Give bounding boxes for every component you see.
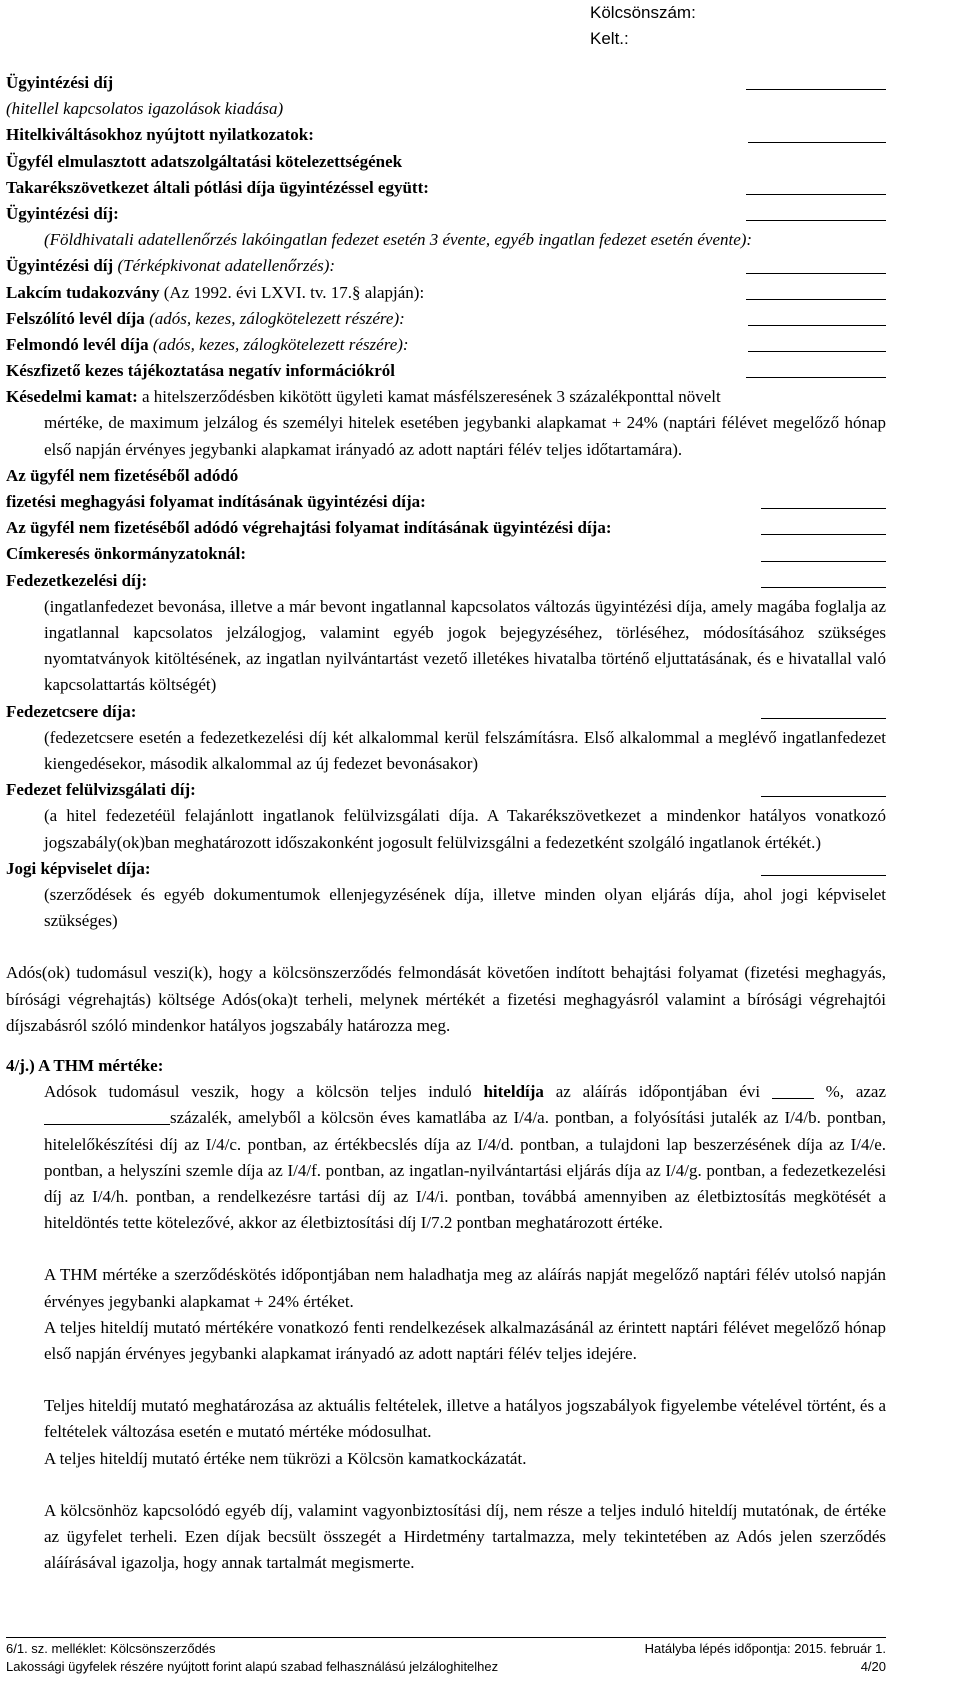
fee-note: (adós, kezes, zálogkötelezett részére): — [144, 308, 405, 328]
fill-in-line — [746, 220, 886, 221]
fee-row — [6, 856, 886, 882]
fill-in-line — [748, 325, 886, 326]
fee-label: Jogi képviselet díja: — [6, 858, 151, 878]
fee-row — [6, 699, 886, 725]
fee-description: (a hitel fedezetéül felajánlott ingatlanok felülvizsgálati díja. A Takarékszövetkezet a mindenkor hatályos vonatkozó jogszabály(ok)ban meghatározott időszakonként jogosult felülvizsgálni a fedezetként szolgáló ingatlanok értékét.) — [44, 806, 886, 852]
fee-label: Címkeresés önkormányzatoknál: — [6, 544, 247, 564]
fee-label: Ügyfél elmulasztott adatszolgáltatási kötelezettségének — [6, 151, 403, 171]
debtor-paragraph: Adós(ok) tudomásul veszi(k), hogy a kölcsönszerződés felmondását követően indított behajtási folyamat (fizetési meghagyás, bírósági végrehajtás) költsége Adós(oka)t terheli, melynek mértékét a fizetési meghagyásról valamint a bírósági végrehajtói díjszabásról szóló mindenkor hatályos jogszabály határozza meg. — [6, 963, 886, 1035]
late-interest-label: Késedelmi kamat: — [6, 387, 138, 407]
spacer — [6, 1236, 886, 1262]
fill-in-line — [746, 194, 886, 195]
fee-label: Lakcím tudakozvány — [6, 282, 160, 302]
fee-label: Fedezetkezelési díj: — [6, 570, 148, 590]
fee-row — [6, 777, 886, 803]
fill-in-line — [761, 561, 886, 562]
fee-list — [6, 70, 886, 1576]
fill-in-line — [761, 796, 886, 797]
section-number: 4/j.) — [6, 1056, 35, 1075]
thm-paragraph: A kölcsönhöz kapcsolódó egyéb díj, valamint vagyonbiztosítási díj, nem része a teljes induló hiteldíj mutatónak, de értéke az ügyfelet terheli. Ezen díjak becsült összegét a Hirdetmény tartalmazza, mely tekintetében az Adós jelen szerződés aláírásával igazolja, hogy annak tartalmát megismerte. — [44, 1500, 886, 1573]
fee-label: Fedezetcsere díja: — [6, 701, 137, 721]
fee-row — [6, 227, 886, 253]
document-header — [590, 0, 696, 52]
fee-label: fizetési meghagyási folyamat indításának ügyintézési díja: — [6, 492, 426, 512]
fee-label: Felszólító levél díja — [6, 308, 145, 328]
footer-annex: 6/1. sz. melléklet: Kölcsönszerződés — [6, 1641, 216, 1656]
thm-text: az aláírás időpontjában évi — [543, 1082, 772, 1102]
fee-label: Készfizető kezes tájékoztatása negatív információkról — [6, 361, 395, 381]
fee-row — [6, 463, 886, 489]
fill-in-line — [746, 299, 886, 300]
page-footer — [6, 1637, 886, 1676]
fee-row — [6, 358, 886, 384]
thm-text: százalék, amelyből a kölcsön éves kamatlába az I/4/a. pontban, a folyósítási jutalék az I/4/b. pontban, hitelelőkészítési díj az I/4/c. pontban, az értékbecslés díja az I/4/d. pontban, a tulajdoni lap beszerzésének díja az I/4/e. pontban, a helyszíni szemle díja az I/4/f. pontban, az ingatlan-nyilvántartási eljárás díja az I/4/g. pontban, a fedezetkezelési díj az I/4/h. pontban, a rendelkezésre tartási díj az I/4/i. pontban, továbbá amennyiben az életbiztosítás megkötését a hiteldöntés tette kötelezővé, akkor az életbiztosítási díj I/7.2 pontban meghatározott értéke. — [44, 1108, 886, 1233]
footer-line — [6, 1658, 886, 1676]
thm-text-bold: hiteldíja — [483, 1082, 544, 1102]
fee-note: (hitellel kapcsolatos igazolások kiadása) — [6, 99, 284, 119]
fee-row — [6, 306, 886, 332]
fee-note: (Földhivatali adatellenőrzés lakóingatlan fedezet esetén 3 évente, egyéb ingatlan fedezet esetén évente): — [44, 230, 753, 250]
fee-row — [6, 70, 886, 96]
fee-row — [6, 541, 886, 567]
fee-label: Takarékszövetkezet általi pótlási díja ügyintézéssel együtt: — [6, 177, 429, 197]
fee-label: Ügyintézési díj: — [6, 203, 119, 223]
spacer — [6, 1039, 886, 1053]
footer-rule — [6, 1637, 886, 1638]
fill-in-line — [761, 875, 886, 876]
late-interest-paragraph — [6, 384, 886, 410]
fee-note: (adós, kezes, zálogkötelezett részére): — [148, 334, 409, 354]
thm-paragraph: A teljes hiteldíj mutató értéke nem tükrözi a Kölcsön kamatkockázatát. — [44, 1448, 527, 1468]
fee-note: (Az 1992. évi LXVI. tv. 17.§ alapján): — [159, 282, 425, 302]
thm-heading — [6, 1053, 886, 1079]
fee-label: Ügyintézési díj — [6, 256, 114, 276]
fee-row — [6, 149, 886, 175]
footer-line — [6, 1640, 886, 1658]
fee-row — [6, 515, 886, 541]
fee-row — [6, 332, 886, 358]
fee-row — [6, 568, 886, 594]
fee-description: (ingatlanfedezet bevonása, illetve a már bevont ingatlannal kapcsolatos változás ügyintézési díja, amely magába foglalja az ingatlannal kapcsolatos jelzálogjog, valamint egyéb jogok bejegyzéséhez, törléséhez, módosításához szükséges nyomtatványok kitöltésének, az ingatlan nyilvántartást vezető illetékes hivatalba történő eljuttatásának, és e hivatallal való kapcsolattartás költségét) — [44, 596, 886, 695]
late-interest-text: a hitelszerződésben kikötött ügyleti kamat másfélszeresének 3 százalékponttal növelt — [137, 387, 721, 407]
fee-row — [6, 253, 886, 279]
fee-label: Felmondó levél díja — [6, 334, 149, 354]
fill-in-line — [748, 351, 886, 352]
fill-in-line — [746, 273, 886, 274]
thm-text: Adósok tudomásul veszik, hogy a kölcsön teljes induló — [44, 1082, 484, 1102]
footer-product: Lakossági ügyfelek részére nyújtott forint alapú szabad felhasználású jelzáloghitelhez — [6, 1659, 499, 1674]
fee-row — [6, 489, 886, 515]
fill-in-line — [748, 142, 886, 143]
fee-description: (fedezetcsere esetén a fedezetkezelési díj két alkalommal kerül felszámításra. Első alkalommal a meglévő ingatlanfedezet kiengedésekor, második alkalommal az új fedezet bevonásakor) — [44, 727, 886, 773]
fill-in-line — [761, 718, 886, 719]
thm-text: %, azaz — [813, 1082, 887, 1102]
fee-label: Ügyintézési díj — [6, 73, 114, 92]
spacer — [6, 1367, 886, 1393]
thm-paragraph: A teljes hiteldíj mutató mértékére vonatkozó fenti rendelkezések alkalmazásánál az érintett naptári félévet megelőző hónap első napján érvényes jegybanki alapkamat irányadó az adott naptári félév teljes idejére. — [44, 1317, 886, 1364]
page-number: 4/20 — [860, 1659, 886, 1674]
footer-effective-date: Hatályba lépés időpontja: 2015. február 1. — [644, 1641, 886, 1656]
spacer — [6, 1472, 886, 1498]
fee-note: (Térképkivonat adatellenőrzés): — [113, 256, 336, 276]
fee-row — [6, 122, 886, 148]
section-title: A THM mértéke: — [34, 1056, 164, 1075]
loan-number-label: Kölcsönszám: — [590, 3, 696, 22]
thm-paragraph: A THM mértéke a szerződéskötés időpontjában nem haladhatja meg az aláírás napját megelőző naptári félév utolsó napján érvényes jegybanki alapkamat + 24% értéket. — [44, 1265, 886, 1311]
thm-paragraph: Teljes hiteldíj mutató meghatározása az aktuális feltételek, illetve a hatályos jogszabályok figyelembe vételével történt, és a feltételek változása esetén e mutató mértéke módosulhat. — [44, 1396, 886, 1442]
fee-label: Hitelkiváltásokhoz nyújtott nyilatkozatok: — [6, 125, 314, 145]
fee-row — [6, 201, 886, 227]
fill-in-line — [761, 508, 886, 509]
late-interest-continuation: mértéke, de maximum jelzálog és személyi hitelek esetében jegybanki alapkamat + 24% (naptári félévet megelőző hónap első napján érvényes jegybanki alapkamat irányadó az adott naptári félév teljes időtartamára). — [44, 413, 886, 459]
thm-words-blank — [44, 1108, 170, 1125]
date-label: Kelt.: — [590, 29, 629, 48]
spacer — [6, 934, 886, 960]
fill-in-line — [746, 89, 886, 90]
fee-description: (szerződések és egyéb dokumentumok ellenjegyzésének díja, illetve minden olyan eljárás díja, ahol jogi képviselet szükséges) — [44, 884, 886, 931]
fee-row — [6, 96, 886, 122]
fill-in-line — [746, 377, 886, 378]
fee-label: Fedezet felülvizsgálati díj: — [6, 780, 196, 800]
fill-in-line — [761, 534, 886, 535]
fee-label: Az ügyfél nem fizetéséből adódó végrehajtási folyamat indításának ügyintézési díja: — [6, 518, 612, 538]
fee-row — [6, 280, 886, 306]
thm-paragraph — [6, 1079, 886, 1236]
fill-in-line — [761, 587, 886, 588]
fee-row — [6, 175, 886, 201]
thm-percent-blank — [772, 1082, 814, 1099]
fee-label: Az ügyfél nem fizetéséből adódó — [6, 465, 239, 485]
